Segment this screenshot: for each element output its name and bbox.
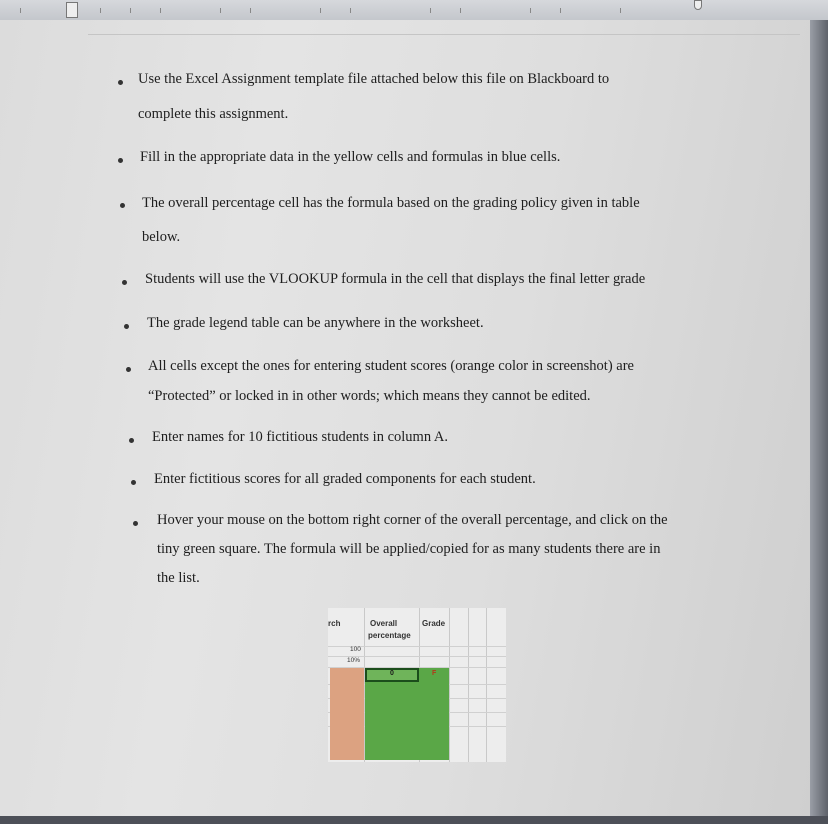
window-bottom-edge bbox=[0, 816, 828, 824]
ruler-tick bbox=[460, 8, 461, 13]
ruler-tick bbox=[320, 8, 321, 13]
bullet-8-line-1: Enter fictitious scores for all graded components for each student. bbox=[154, 471, 536, 487]
ruler-tick bbox=[430, 8, 431, 13]
ruler-tick bbox=[530, 8, 531, 13]
overall-percentage-value: 0 bbox=[390, 670, 394, 677]
max-points-cell: 100 bbox=[350, 646, 361, 653]
bullet-9-line-1: Hover your mouse on the bottom right corner of the overall percentage, and click on the bbox=[157, 512, 668, 528]
bullet-6-line-1: All cells except the ones for entering student scores (orange color in screenshot) are bbox=[148, 358, 634, 374]
bullet-icon bbox=[126, 367, 131, 372]
bullet-9-line-2: tiny green square. The formula will be applied/copied for as many students there are in bbox=[157, 541, 661, 557]
column-header-partial: rch bbox=[328, 619, 341, 628]
grade-header: Grade bbox=[422, 619, 446, 628]
ruler-tick bbox=[160, 8, 161, 13]
ruler-tick bbox=[560, 8, 561, 13]
overall-header-line-2: percentage bbox=[368, 631, 411, 640]
grade-value: F bbox=[432, 670, 437, 677]
left-indent-marker-icon[interactable] bbox=[66, 2, 78, 18]
bullet-1-line-1: Use the Excel Assignment template file attached below this file on Blackboard to bbox=[138, 71, 610, 87]
bullet-9-line-3: the list. bbox=[157, 570, 200, 586]
ruler-tick bbox=[220, 8, 221, 13]
header-margin-line bbox=[88, 34, 800, 35]
bullet-icon bbox=[124, 324, 129, 329]
ruler-tick bbox=[250, 8, 251, 13]
page-edge-shadow bbox=[810, 20, 828, 824]
grid-line bbox=[449, 608, 450, 762]
bullet-icon bbox=[118, 80, 123, 85]
weight-cell: 10% bbox=[347, 657, 361, 664]
bullet-3-line-1: The overall percentage cell has the formula based on the grading policy given in table bbox=[142, 195, 640, 211]
ruler-tick bbox=[350, 8, 351, 13]
bullet-7-line-1: Enter names for 10 fictitious students in column A. bbox=[152, 429, 448, 445]
spreadsheet-screenshot bbox=[328, 608, 506, 762]
bullet-icon bbox=[131, 480, 136, 485]
bullet-4-line-1: Students will use the VLOOKUP formula in the cell that displays the final letter grade bbox=[145, 271, 646, 287]
right-indent-marker-icon[interactable] bbox=[694, 0, 702, 10]
bullet-6-line-2: “Protected” or locked in in other words; which means they cannot be edited. bbox=[148, 388, 591, 404]
ruler-tick bbox=[100, 8, 101, 13]
ruler-tick bbox=[620, 8, 621, 13]
ruler-tick bbox=[130, 8, 131, 13]
bullet-2-line-1: Fill in the appropriate data in the yellow cells and formulas in blue cells. bbox=[140, 149, 561, 165]
ruler-tick bbox=[20, 8, 21, 13]
bullet-icon bbox=[120, 203, 125, 208]
bullet-icon bbox=[129, 438, 134, 443]
horizontal-ruler[interactable] bbox=[0, 0, 828, 21]
bullet-1-line-2: complete this assignment. bbox=[138, 106, 289, 122]
grid-line bbox=[468, 608, 469, 762]
bullet-5-line-1: The grade legend table can be anywhere in the worksheet. bbox=[147, 315, 484, 331]
student-score-cells bbox=[330, 668, 364, 760]
grid-line bbox=[486, 608, 487, 762]
bullet-icon bbox=[133, 521, 138, 526]
bullet-icon bbox=[118, 158, 123, 163]
bullet-icon bbox=[122, 280, 127, 285]
bullet-3-line-2: below. bbox=[142, 229, 181, 245]
overall-header-line-1: Overall bbox=[370, 619, 398, 628]
